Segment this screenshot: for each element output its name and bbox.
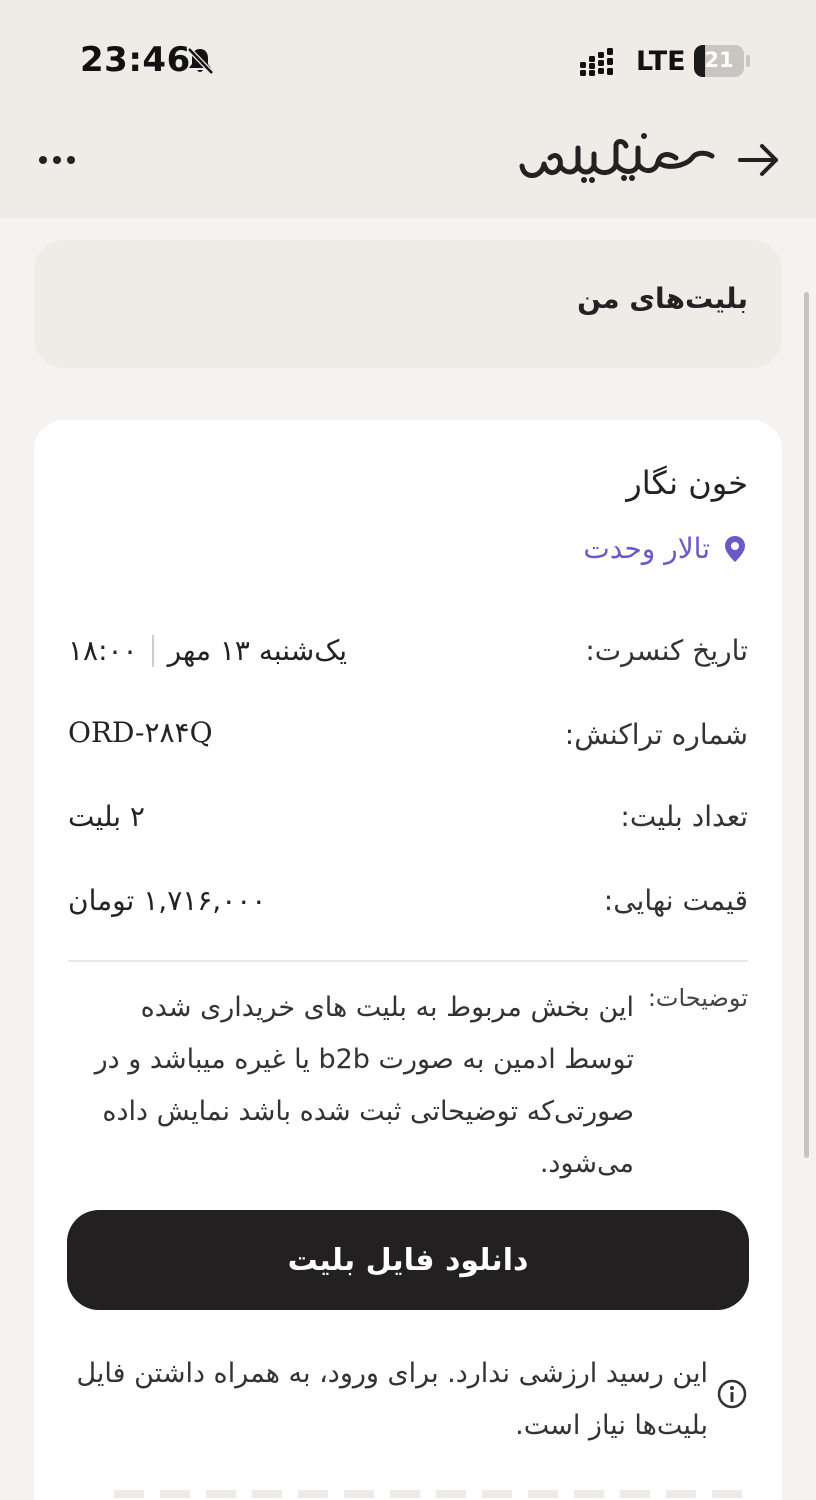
battery-icon (694, 45, 744, 77)
notes-label: توضیحات: (647, 984, 748, 1012)
transaction-number-label: شماره تراکنش: (564, 718, 748, 751)
more-horizontal-icon[interactable] (36, 150, 82, 170)
date-separator (152, 635, 154, 667)
ticket-count-label: تعداد بلیت: (620, 800, 748, 833)
my-tickets-header (34, 240, 782, 368)
notes-text: این بخش مربوط به بلیت های خریداری شده توسط ادمین به صورت b2b یا غیره میباشد و در صورتی‌که توضیحاتی ثبت شده باشد نمایش داده می‌شود. (94, 992, 634, 1179)
page-title: بلیت‌های من (577, 282, 748, 315)
venue-link[interactable] (583, 532, 748, 565)
fidibo-logo (516, 118, 716, 190)
venue-name: تالار وحدت (583, 532, 710, 565)
download-ticket-button[interactable]: دانلود فایل بلیت (67, 1210, 749, 1310)
arrow-right-icon[interactable] (736, 140, 782, 180)
final-price: ۱,۷۱۶,۰۰۰ تومان (68, 884, 267, 917)
battery-tip (746, 55, 750, 67)
ticket-count: ۲ بلیت (68, 800, 145, 833)
bell-muted-icon (184, 45, 216, 77)
concert-date: یک‌شنبه ۱۳ مهر (167, 634, 348, 667)
battery-level: 21 (704, 48, 734, 72)
concert-time: ۱۸:۰۰ (68, 634, 138, 667)
transaction-number: ORD-۲۸۴Q (68, 716, 213, 749)
concert-date-value (68, 634, 347, 667)
status-time: 23:46 (80, 40, 191, 80)
network-type: LTE (636, 46, 686, 77)
ticket-perforation (114, 1490, 754, 1498)
concert-date-label: تاریخ کنسرت: (585, 634, 748, 667)
concert-title: خون نگار (626, 464, 748, 502)
signal-icon (580, 48, 622, 76)
status-bar (0, 0, 816, 110)
divider (68, 960, 748, 962)
final-price-label: قیمت نهایی: (603, 884, 748, 917)
ticket-card (34, 420, 782, 1500)
top-nav (0, 110, 816, 218)
scrollbar[interactable] (804, 292, 809, 1158)
info-icon (716, 1378, 748, 1410)
receipt-info-text: این رسید ارزشی ندارد. برای ورود، به همراه داشتن فایل بلیت‌ها نیاز است. (76, 1358, 708, 1441)
location-pin-icon (722, 534, 748, 564)
